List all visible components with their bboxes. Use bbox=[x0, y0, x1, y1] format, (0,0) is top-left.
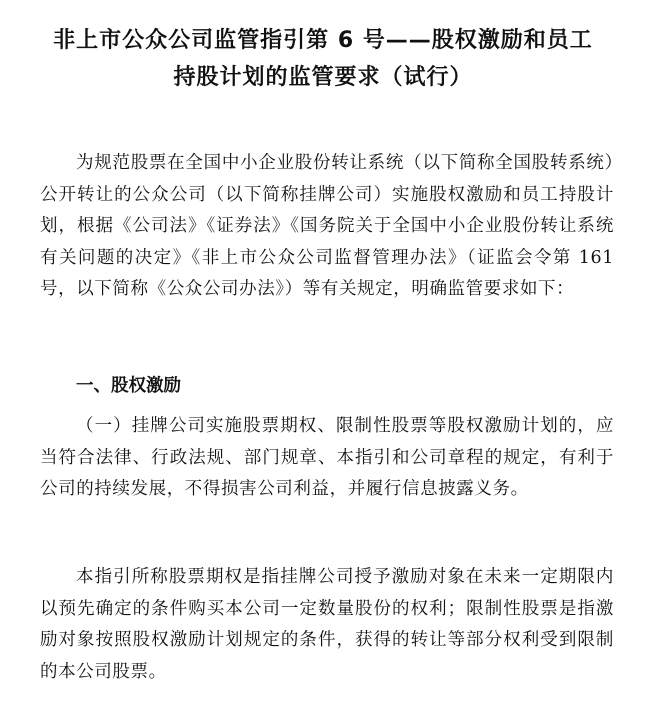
document-title-line-2: 持股计划的监管要求（试行） bbox=[173, 65, 473, 90]
item-one-paragraph: （一）挂牌公司实施股票期权、限制性股票等股权激励计划的，应当符合法律、行政法规、部门规章、本指引和公司章程的规定，有利于公司的持续发展，不得损害公司利益，并履行信息披露义务。 bbox=[40, 416, 614, 499]
intro-paragraph: 为规范股票在全国中小企业股份转让系统（以下简称全国股转系统）公开转让的公众公司（以下简称挂牌公司）实施股权激励和员工持股计划，根据《公司法》《证券法》《国务院关于全国中小企业股份转让系统有关问题的决定》《非上市公众公司监督管理办法》（证监会令第 161 号，以下简称《公众公司办法》）等有关规定，明确监管要求如下： bbox=[40, 153, 614, 299]
document-title-line-1: 非上市公众公司监管指引第 6 号——股权激励和员工 bbox=[53, 28, 593, 53]
section-heading: 一、股权激励 bbox=[76, 376, 181, 396]
definition-paragraph: 本指引所称股票期权是指挂牌公司授予激励对象在未来一定期限内以预先确定的条件购买本公司一定数量股份的权利；限制性股票是指激励对象按照股权激励计划规定的条件，获得的转让等部分权利受到限制的本公司股票。 bbox=[40, 567, 614, 682]
